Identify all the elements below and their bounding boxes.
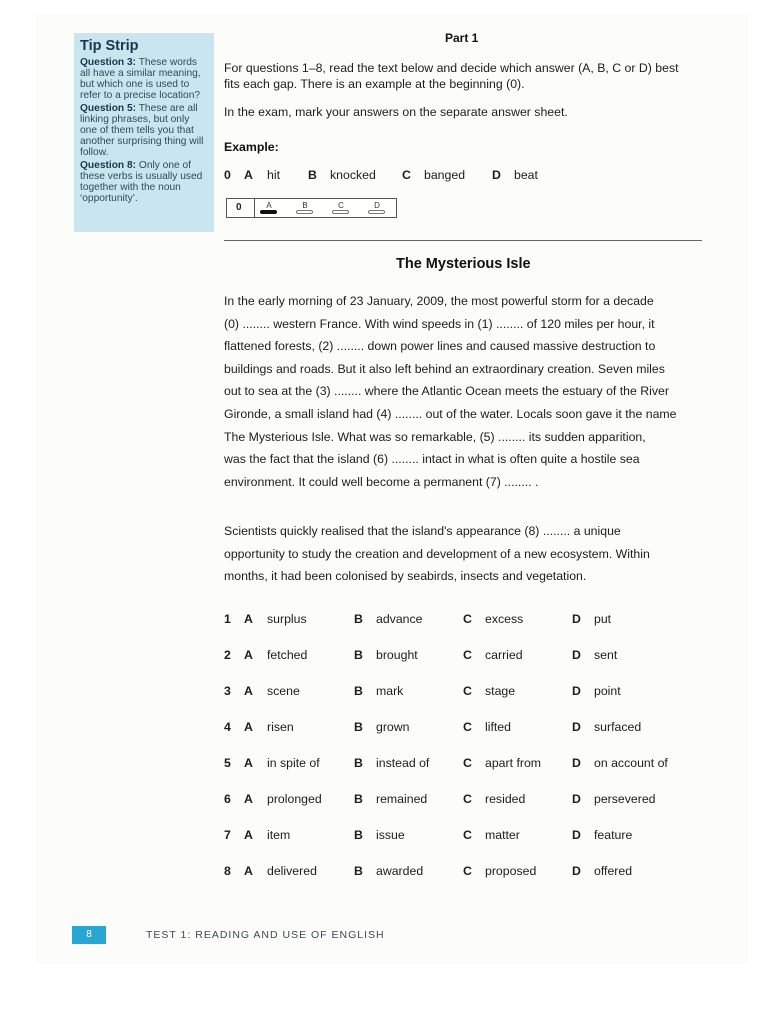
answer-bubble <box>332 210 349 214</box>
option-letter: A <box>244 648 253 662</box>
option-letter: B <box>354 684 363 698</box>
option-word: excess <box>485 612 524 626</box>
question-row <box>224 756 704 772</box>
option-word: lifted <box>485 720 511 734</box>
option-word: surfaced <box>594 720 642 734</box>
option-letter: C <box>463 792 472 806</box>
option-word: scene <box>267 684 300 698</box>
option-word: awarded <box>376 864 424 878</box>
option-word: advance <box>376 612 423 626</box>
option-word: stage <box>485 684 516 698</box>
answer-letter: C <box>338 201 344 210</box>
option-word: feature <box>594 828 633 842</box>
example-options <box>224 168 704 184</box>
option-word: brought <box>376 648 418 662</box>
option-letter: B <box>354 756 363 770</box>
question-number: 3 <box>224 684 231 698</box>
option-word: risen <box>267 720 294 734</box>
option-letter: B <box>308 168 317 182</box>
tip-strip <box>74 33 214 232</box>
option-letter: D <box>572 648 581 662</box>
text-title: The Mysterious Isle <box>396 256 531 272</box>
option-letter: C <box>463 612 472 626</box>
text-line: opportunity to study the creation and development of a new ecosystem. Within <box>224 546 650 561</box>
answer-bubble <box>368 210 385 214</box>
question-number: 5 <box>224 756 231 770</box>
text-line: was the fact that the island (6) ........ intact in what is often quite a hostile sea <box>224 452 640 467</box>
example-number: 0 <box>224 168 231 182</box>
question-row <box>224 720 704 736</box>
question-number: 1 <box>224 612 231 626</box>
option-word: offered <box>594 864 633 878</box>
option-letter: B <box>354 864 363 878</box>
option-letter: A <box>244 168 253 182</box>
paragraph-2 <box>224 520 704 588</box>
option-letter: B <box>354 720 363 734</box>
footer-section-title: TEST 1: READING AND USE OF ENGLISH <box>146 929 385 941</box>
exam-note: In the exam, mark your answers on the separate answer sheet. <box>224 105 568 119</box>
option-word: hit <box>267 168 280 182</box>
option-word: prolonged <box>267 792 322 806</box>
text-line: Gironde, a small island had (4) ........ out of the water. Locals soon gave it the name <box>224 406 677 421</box>
text-line: (0) ........ western France. With wind speeds in (1) ........ of 120 miles per hour, it <box>224 316 655 331</box>
option-letter: D <box>572 684 581 698</box>
option-word: carried <box>485 648 523 662</box>
option-letter: A <box>244 720 253 734</box>
option-letter: A <box>244 612 253 626</box>
instructions <box>224 60 704 92</box>
option-letter: C <box>463 684 472 698</box>
option-word: issue <box>376 828 405 842</box>
text-line: The Mysterious Isle. What was so remarkable, (5) ........ its sudden apparition, <box>224 429 646 444</box>
option-word: persevered <box>594 792 656 806</box>
divider <box>224 240 702 241</box>
question-row <box>224 648 704 664</box>
option-letter: C <box>463 864 472 878</box>
option-word: mark <box>376 684 404 698</box>
option-word: beat <box>514 168 538 182</box>
answer-bubble <box>296 210 313 214</box>
option-letter: D <box>572 792 581 806</box>
question-number: 7 <box>224 828 231 842</box>
tip-label: Question 8: <box>80 160 137 171</box>
option-word: knocked <box>330 168 376 182</box>
option-letter: B <box>354 612 363 626</box>
tip-text: These are all linking phrases, but only one of them tells you that another surprising thing will follow. <box>80 103 204 158</box>
text-line: Scientists quickly realised that the island's appearance (8) ........ a unique <box>224 524 621 538</box>
question-row <box>224 684 704 700</box>
option-letter: A <box>244 684 253 698</box>
tip-strip-title: Tip Strip <box>80 38 139 54</box>
question-row <box>224 792 704 808</box>
option-letter: C <box>463 756 472 770</box>
paragraph-1 <box>224 290 704 493</box>
answer-letter: B <box>302 201 308 210</box>
option-word: on account of <box>594 756 668 770</box>
tip-text: These words all have a similar meaning, but which one is used to refer to a precise location? <box>80 57 201 101</box>
option-word: resided <box>485 792 526 806</box>
text-line: buildings and roads. But it also left behind an extraordinary creation. Seven miles <box>224 361 665 376</box>
option-word: delivered <box>267 864 317 878</box>
tip-text: Only one of these verbs is usually used together with the noun ‘opportunity’. <box>80 160 203 204</box>
tip-label: Question 3: <box>80 57 137 68</box>
instructions-line: fits each gap. There is an example at the beginning (0). <box>224 77 525 91</box>
question-row <box>224 828 704 844</box>
question-number: 2 <box>224 648 231 662</box>
text-line: In the early morning of 23 January, 2009, the most powerful storm for a decade <box>224 294 654 308</box>
option-word: grown <box>376 720 410 734</box>
option-letter: A <box>244 864 253 878</box>
question-number: 6 <box>224 792 231 806</box>
answer-sheet-example <box>226 198 397 218</box>
instructions-line: For questions 1–8, read the text below and decide which answer (A, B, C or D) best <box>224 61 679 75</box>
option-letter: B <box>354 648 363 662</box>
option-letter: D <box>492 168 501 182</box>
option-word: apart from <box>485 756 542 770</box>
part-label: Part 1 <box>445 31 479 45</box>
page-number-badge: 8 <box>72 926 106 944</box>
option-letter: B <box>354 792 363 806</box>
tip-question-3 <box>80 57 208 101</box>
answer-letter: D <box>374 201 380 210</box>
tip-question-5 <box>80 103 208 158</box>
tip-label: Question 5: <box>80 103 137 114</box>
option-letter: D <box>572 720 581 734</box>
text-line: months, it had been colonised by seabirds, insects and vegetation. <box>224 569 587 584</box>
question-number: 8 <box>224 864 231 878</box>
option-letter: C <box>463 648 472 662</box>
option-word: surplus <box>267 612 307 626</box>
option-word: instead of <box>376 756 430 770</box>
example-label: Example: <box>224 140 279 154</box>
option-word: matter <box>485 828 520 842</box>
option-letter: A <box>244 756 253 770</box>
text-line: flattened forests, (2) ........ down power lines and caused massive destruction to <box>224 339 656 354</box>
option-word: point <box>594 684 621 698</box>
question-row <box>224 864 704 880</box>
text-line: out to sea at the (3) ........ where the Atlantic Ocean meets the estuary of the River <box>224 384 669 399</box>
option-word: banged <box>424 168 466 182</box>
option-letter: D <box>572 828 581 842</box>
answer-number: 0 <box>236 202 242 213</box>
option-word: item <box>267 828 291 842</box>
tip-question-8 <box>80 160 208 204</box>
option-word: sent <box>594 648 618 662</box>
option-word: in spite of <box>267 756 320 770</box>
option-letter: A <box>244 792 253 806</box>
question-row <box>224 612 704 628</box>
option-letter: C <box>463 720 472 734</box>
option-word: fetched <box>267 648 308 662</box>
option-letter: A <box>244 828 253 842</box>
answer-bubble-selected <box>260 210 277 214</box>
question-number: 4 <box>224 720 231 734</box>
option-letter: C <box>463 828 472 842</box>
answer-letter: A <box>266 201 272 210</box>
option-letter: D <box>572 756 581 770</box>
option-word: put <box>594 612 612 626</box>
answer-divider <box>254 199 255 217</box>
option-letter: D <box>572 612 581 626</box>
text-line: environment. It could well become a permanent (7) ........ . <box>224 474 539 489</box>
option-letter: C <box>402 168 411 182</box>
option-word: proposed <box>485 864 537 878</box>
option-letter: B <box>354 828 363 842</box>
option-letter: D <box>572 864 581 878</box>
option-word: remained <box>376 792 428 806</box>
